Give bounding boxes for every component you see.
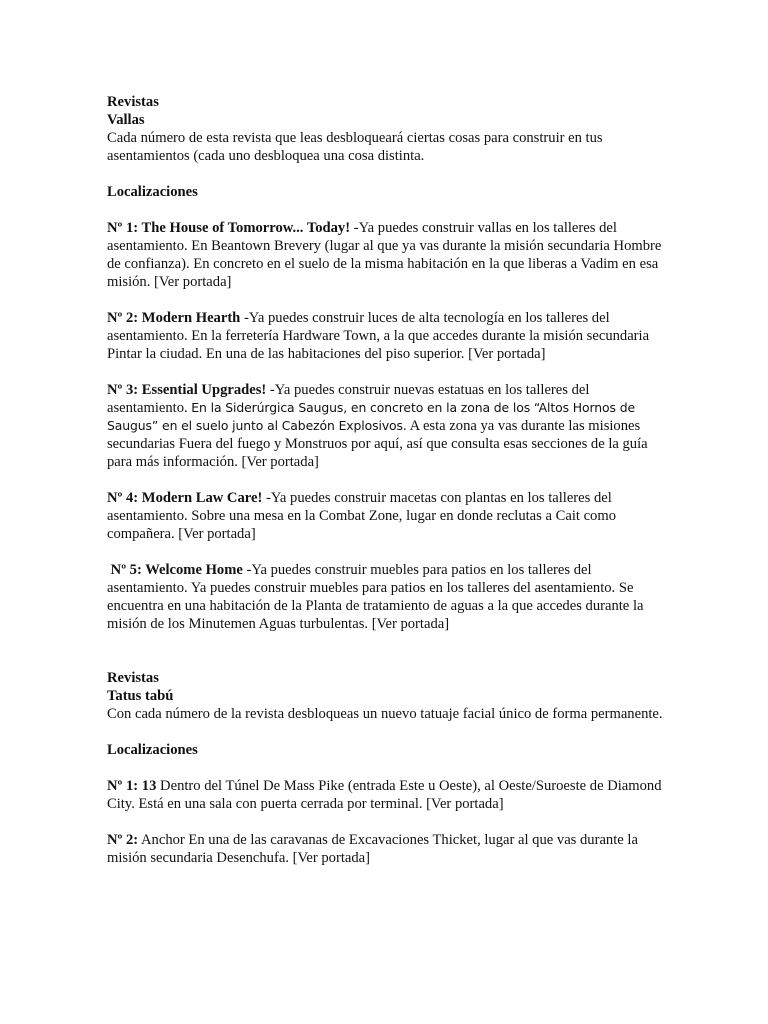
entry-title: Nº 3: Essential Upgrades! [107, 382, 267, 398]
section-subheading-vallas: Vallas [107, 112, 145, 128]
entry-text: -Ya puedes construir luces de alta tecnología en los talleres del asentamiento. En la ferretería Hardware Town, a la que accedes durante la misión secundaria Pintar la ciudad. En una de las habitaciones del piso superior. [Ver portada] [107, 310, 650, 362]
section-heading-revistas: Revistas [107, 670, 159, 686]
section-intro: Con cada número de la revista desbloqueas un nuevo tatuaje facial único de forma permanente. [107, 706, 663, 722]
entry-issue-5 [107, 561, 667, 633]
entry-text: -Ya puedes construir vallas en los talleres del asentamiento. En Beantown Brevery (lugar al que ya vas durante la misión secundaria Hombre de confianza). En concreto en el suelo de la misma habitación en la que liberas a Vadim en esa misión. [Ver portada] [107, 220, 662, 290]
entry-issue-2 [107, 309, 667, 363]
entry-text: A esta zona ya vas durante las misiones secundarias Fuera del fuego y Monstruos por aquí, así que consulta esas secciones de la guía para más información. [Ver portada] [107, 418, 648, 470]
locations-heading: Localizaciones [107, 184, 198, 200]
locations-heading: Localizaciones [107, 742, 198, 758]
entry-issue-4 [107, 489, 667, 543]
section-intro: Cada número de esta revista que leas desbloqueará ciertas cosas para construir en tus asentamientos (cada uno desbloquea una cosa distinta. [107, 130, 603, 164]
entry-text: Anchor En una de las caravanas de Excavaciones Thicket, lugar al que vas durante la misión secundaria Desenchufa. [Ver portada] [107, 832, 638, 866]
entry-title: Nº 4: Modern Law Care! [107, 490, 263, 506]
entry-text: Dentro del Túnel De Mass Pike (entrada Este u Oeste), al Oeste/Suroeste de Diamond City. Está en una sala con puerta cerrada por terminal. [Ver portada] [107, 778, 662, 812]
entry-issue-1 [107, 219, 667, 291]
entry-title: Nº 2: Modern Hearth [107, 310, 241, 326]
section-subheading-tatus-tabu: Tatus tabú [107, 688, 174, 704]
entry-title: Nº 5: Welcome Home [107, 562, 243, 578]
entry-issue-3 [107, 381, 667, 471]
section-heading-revistas: Revistas [107, 94, 159, 110]
entry-text: -Ya puedes construir macetas con plantas en los talleres del asentamiento. Sobre una mesa en la Combat Zone, lugar en donde reclutas a Cait como compañera. [Ver portada] [107, 490, 616, 542]
entry-text: -Ya puedes construir muebles para patios en los talleres del asentamiento. Ya puedes construir muebles para patios en los talleres del asentamiento. Se encuentra en una habitación de la Planta de tratamiento de aguas a la que accedes durante la misión de los Minutemen Aguas turbulentas. [Ver portada] [107, 562, 644, 632]
entry-title: Nº 1: The House of Tomorrow... Today! [107, 220, 351, 236]
entry-title: Nº 1: 13 [107, 778, 157, 794]
entry-issue-1 [107, 777, 667, 813]
entry-text: -Ya puedes construir nuevas estatuas en los talleres del asentamiento. [107, 382, 590, 416]
document-page [107, 93, 667, 867]
entry-text-sans: En la Siderúrgica Saugus, en concreto en la zona de los “Altos Hornos de Saugus” en el suelo junto al Cabezón Explosivos. [107, 400, 635, 433]
entry-issue-2 [107, 831, 667, 867]
entry-title: Nº 2: [107, 832, 139, 848]
